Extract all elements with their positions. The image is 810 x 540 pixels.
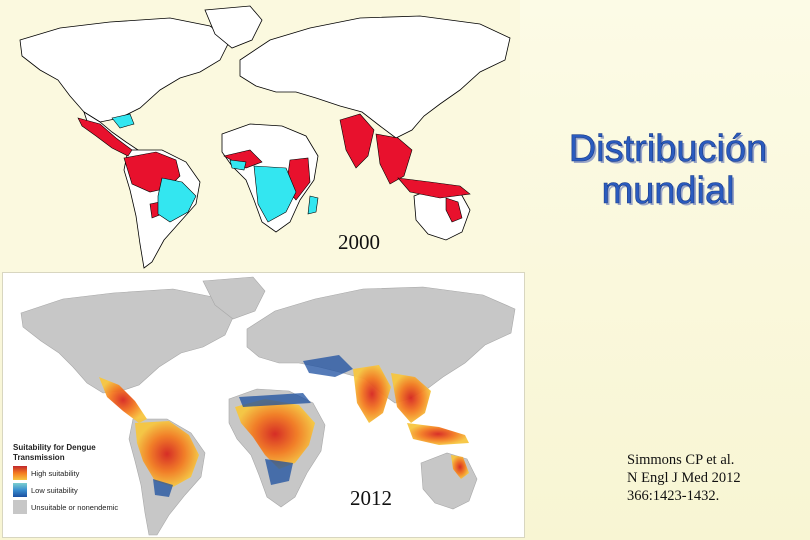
slide-title-line1: Distribución bbox=[568, 128, 768, 170]
map-legend bbox=[13, 443, 163, 514]
suitability-indonesia bbox=[407, 423, 469, 445]
citation-line1: Simmons CP et al. bbox=[627, 452, 735, 468]
endemic-southeast-asia bbox=[376, 134, 412, 184]
citation bbox=[627, 451, 807, 505]
endemic-india bbox=[340, 114, 374, 168]
slide-title-line2: mundial bbox=[601, 170, 735, 212]
legend-row-high bbox=[13, 466, 163, 480]
legend-swatch-none bbox=[13, 500, 27, 514]
slide-title bbox=[528, 128, 808, 212]
world-map-2000-svg bbox=[0, 0, 520, 272]
epidemic-west-africa bbox=[230, 160, 246, 170]
legend-row-low bbox=[13, 483, 163, 497]
year-label-2000: 2000 bbox=[338, 230, 380, 254]
legend-title: Suitability for Dengue Transmission bbox=[13, 443, 96, 462]
legend-label-high: High suitability bbox=[31, 468, 80, 478]
citation-line2: N Engl J Med 2012 bbox=[627, 470, 741, 486]
world-map-2000 bbox=[0, 0, 520, 272]
north-america-land bbox=[20, 18, 230, 122]
year-label-2012: 2012 bbox=[350, 486, 392, 510]
endemic-indonesia bbox=[398, 178, 470, 198]
legend-swatch-high bbox=[13, 466, 27, 480]
legend-swatch-low bbox=[13, 483, 27, 497]
epidemic-madagascar bbox=[308, 196, 318, 214]
eurasia-land bbox=[240, 16, 510, 138]
gray-north-america bbox=[21, 289, 235, 393]
citation-line3: 366:1423-1432. bbox=[627, 488, 720, 504]
legend-row-none bbox=[13, 500, 163, 514]
world-map-2012 bbox=[2, 272, 525, 538]
legend-label-none: Unsuitable or nonendemic bbox=[31, 502, 119, 512]
legend-label-low: Low suitability bbox=[31, 485, 78, 495]
gray-australia bbox=[421, 453, 477, 509]
